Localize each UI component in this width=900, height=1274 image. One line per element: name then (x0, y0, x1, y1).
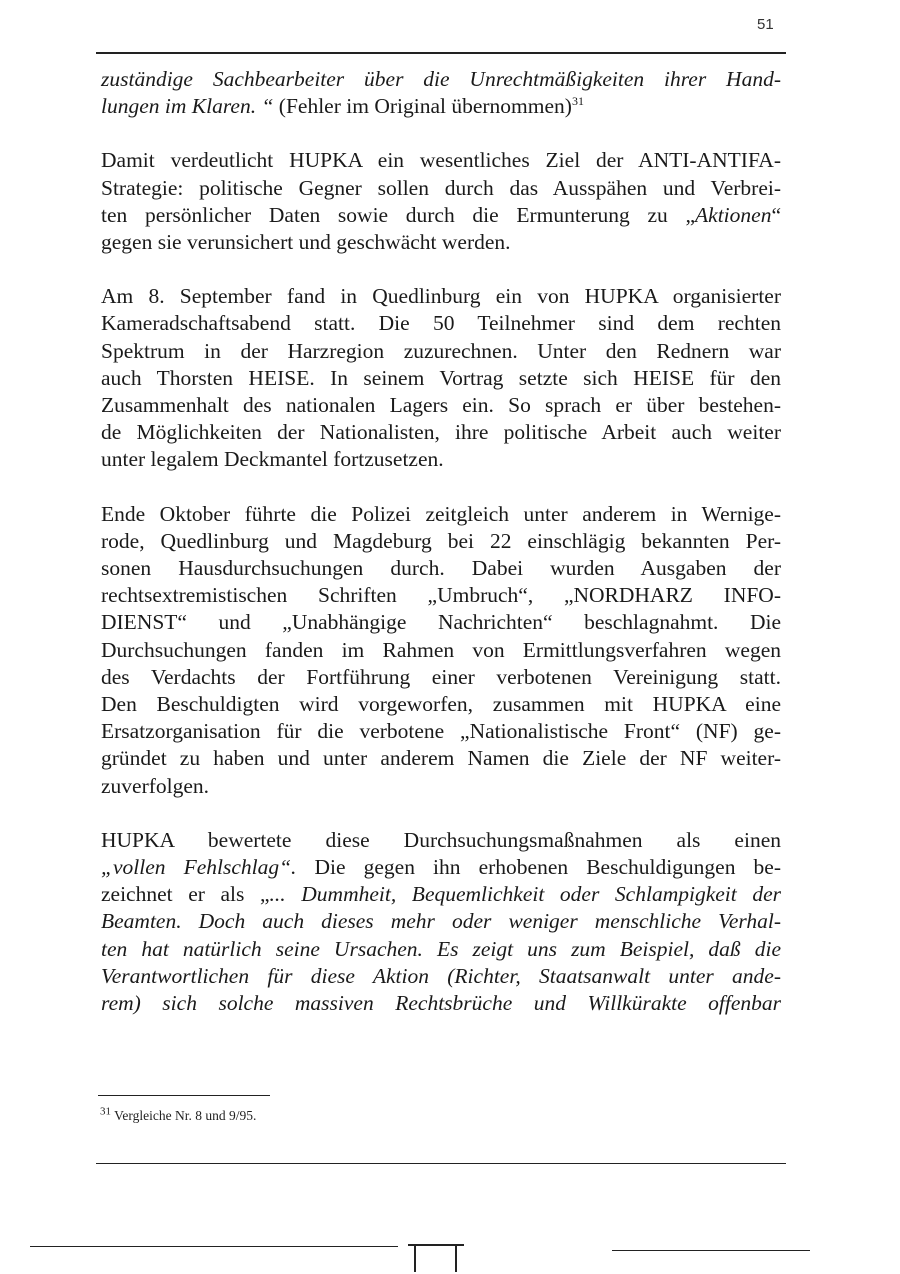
paragraph-kameradschaftsabend: Am 8. September fand in Quedlinburg ein von HUPKA organisierter Kameradschaftsabend statt. Die 50 Teilnehmer sind dem rechten Spektrum in der Harzregion zuzurechnen. Unter den Rednern war auch Thorsten HEISE. In seinem Vortrag setzte sich HEISE für den Zusammenhalt des nationalen Lagers ein. So sprach er über bestehen- de Möglichkeiten der Nationalisten, ihre politische Arbeit auch weiter unter legalem Deckmantel fortzusetzen. (101, 284, 781, 472)
footnote-text: Vergleiche Nr. 8 und 9/95. (114, 1108, 257, 1123)
scan-edge-line-right (612, 1250, 810, 1251)
footnote-rule (98, 1095, 270, 1096)
footnote (100, 1105, 257, 1124)
paragraph-bewertung: HUPKA bewertete diese Durchsuchungsmaßnahmen als einen „vollen Fehlschlag“. Die gegen ihn erhobenen Beschuldigungen be- zeichnet er als „... Dummheit, Bequemlichkeit oder Schlampigkeit der Beamten. Doch auch dieses mehr oder weniger menschliche Verhal- ten hat natürlich seine Ursachen. Es zeigt uns zum Beispiel, daß die Verantwortlichen für diese Aktion (Richter, Staatsanwalt unter ande- rem) sich solche massiven Rechtsbrüche und Willkürakte offenbar (101, 827, 782, 1016)
paragraph-continuation: zuständige Sachbearbeiter über die Unrechtmäßigkeiten ihrer Hand- lungen im Klaren. “ (Fehler im Original übernommen)$^{31}$ (101, 67, 781, 119)
crop-mark-left (414, 1244, 416, 1272)
scan-edge-line-left (30, 1246, 398, 1247)
footnote-number: 31 (100, 1105, 111, 1118)
page-number: 51 (757, 16, 774, 33)
footnote-reference[interactable]: 31 (571, 94, 584, 109)
crop-mark-right (455, 1244, 457, 1272)
paragraph-hausdurchsuchungen: Ende Oktober führte die Polizei zeitgleich unter anderem in Wernige- rode, Quedlinburg und Magdeburg bei 22 einschlägig bekannten Per- sonen Hausdurchsuchungen durch. Dabei wurden Ausgaben der rechtsextremistischen Schriften „Umbruch“, „NORDHARZ INFO- DIENST“ und „Unabhängige Nachrichten“ beschlagnahmt. Die Durchsuchungen fanden im Rahmen von Ermittlungsverfahren wegen des Verdachts der Fortführung einer verbotenen Vereinigung statt. Den Beschuldigten wird vorgeworfen, zusammen mit HUPKA eine Ersatzorganisation für die verbotene „Nationalistische Front“ (NF) ge- gründet zu haben und unter anderem Namen die Ziele der NF weiter- zuverfolgen. (101, 501, 781, 798)
body-text (101, 66, 781, 1044)
footer-rule (96, 1163, 786, 1164)
paragraph-anti-antifa: Damit verdeutlicht HUPKA ein wesentliches Ziel der ANTI-ANTIFA- Strategie: politische Gegner sollen durch das Ausspähen und Verbrei- ten persönlicher Daten sowie durch die Ermunterung zu „Aktionen“ gegen sie verunsichert und geschwächt werden. (101, 148, 781, 255)
header-rule (96, 52, 786, 54)
